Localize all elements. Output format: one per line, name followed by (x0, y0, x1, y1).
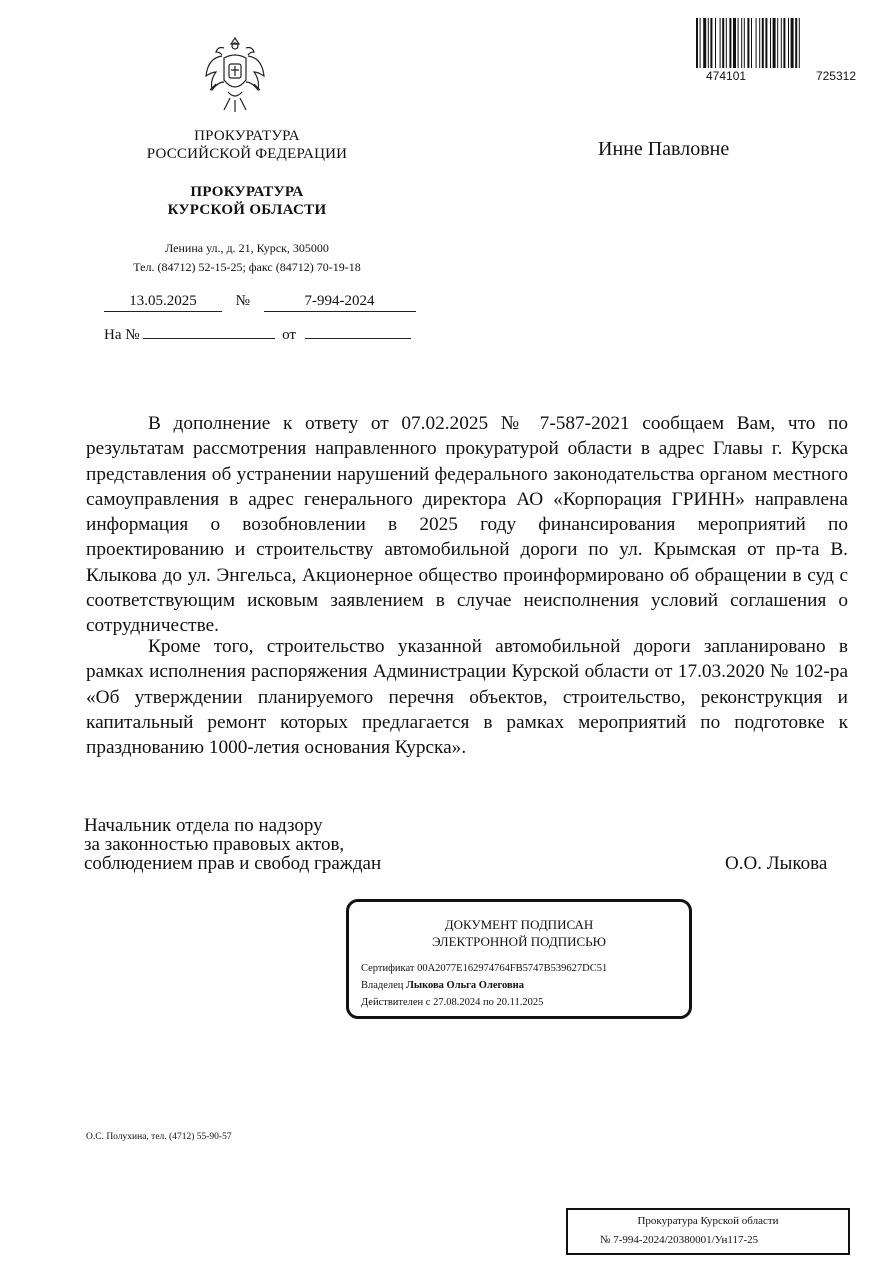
registration-org: Прокуратура Курской области (637, 1215, 779, 1227)
registration-box (566, 1208, 850, 1255)
barcode-bar (729, 18, 731, 68)
registration-number-sign: № (600, 1234, 611, 1246)
body-paragraph-1: В дополнение к ответу от 07.02.2025 № 7-587-2021 сообщаем Вам, что по результатам рассмотрения направленного прокуратурой области в адрес Главы г. Курска представления об устранении нарушений федерального законодательства органом местного самоуправления в адрес генерального директора АО «Корпорация ГРИНН» направлена информация о возобновлении в 2025 году финансирования мероприятий по проектированию и строительству автомобильной дороги по ул. Крымская от пр-та В. Клыкова до ул. Энгельса, Акционерное общество проинформировано об обращении в суд с соответствующим исковым заявлением в случае неисполнения условий соглашения о сотрудничестве. (86, 413, 848, 637)
signatory-title-line1: Начальник отдела по надзору (84, 815, 323, 836)
barcode-left-number: 474101 (706, 69, 747, 83)
e-signature-heading-line2: ЭЛЕКТРОННОЙ ПОДПИСЬЮ (432, 934, 606, 949)
certificate-label: Сертификат (361, 963, 415, 974)
valid-from-date: 27.08.2024 (433, 997, 481, 1008)
barcode-bar (791, 18, 794, 68)
reply-to-label: На № (104, 327, 140, 343)
barcode-number (706, 69, 856, 83)
barcode-bar (703, 18, 706, 68)
barcode-bar (708, 18, 709, 68)
office-address-block (118, 239, 376, 277)
recipient-name: Инне Павловне (598, 138, 730, 160)
authority-name (118, 127, 376, 163)
number-sign: № (235, 293, 250, 309)
barcode-bar (744, 18, 745, 68)
office-name-line2: КУРСКОЙ ОБЛАСТИ (167, 202, 327, 218)
barcode (694, 18, 860, 68)
outgoing-date-number-row (104, 293, 424, 313)
barcode-bar (738, 18, 739, 68)
barcode-bar (773, 18, 776, 68)
reply-from-date-blank (305, 320, 411, 339)
outgoing-date: 13.05.2025 (104, 293, 222, 312)
barcode-bar (759, 18, 760, 68)
authority-name-line1: ПРОКУРАТУРА (194, 128, 300, 144)
barcode-bar (700, 18, 701, 68)
barcode-bar (741, 18, 742, 68)
valid-label: Действителен (361, 997, 424, 1008)
barcode-bar (783, 18, 785, 68)
barcode-bar (781, 18, 782, 68)
e-signature-stamp (346, 899, 692, 1019)
barcode-right-number: 725312 (815, 69, 856, 83)
barcode-bar (696, 18, 698, 68)
barcode-bar (756, 18, 757, 68)
e-signature-owner (361, 979, 524, 992)
owner-value: Лыкова Ольга Олеговна (406, 980, 524, 991)
office-name (118, 183, 376, 219)
barcode-bar (720, 18, 721, 68)
barcode-bar (726, 18, 727, 68)
barcode-bar (765, 18, 767, 68)
barcode-bar (777, 18, 778, 68)
barcode-bar (762, 18, 764, 68)
e-signature-certificate (361, 962, 607, 975)
double-headed-eagle-emblem-icon (202, 34, 268, 118)
barcode-bar (710, 18, 712, 68)
registration-number: 7-994-2024/20380001/Ун117-25 (613, 1234, 759, 1246)
certificate-value: 00A2077E162974764FB5747B539627DC51 (417, 963, 608, 974)
signatory-title-line2: за законностью правовых актов, (84, 834, 345, 855)
body-paragraph-2: Кроме того, строительство указанной автомобильной дороги запланировано в рамках исполнения распоряжения Администрации Курской области от 17.03.2020 № 102-ра «Об утверждении планируемого перечня объектов, строительство, реконструкция и капитальный ремонт которых предлагается в рамках мероприятий по подготовке к празднованию 1000-летия основания Курска». (86, 636, 848, 759)
reply-from-label: от (282, 327, 296, 343)
barcode-bar (751, 18, 752, 68)
signatory-name: О.О. Лыкова (725, 853, 828, 874)
barcode-bar (715, 18, 716, 68)
barcode-bar (795, 18, 797, 68)
barcode-bar (770, 18, 771, 68)
e-signature-heading (349, 916, 689, 950)
barcode-bar (733, 18, 736, 68)
authority-name-line2: РОССИЙСКОЙ ФЕДЕРАЦИИ (146, 146, 348, 162)
barcode-bar (722, 18, 724, 68)
barcode-bar (747, 18, 749, 68)
reply-to-number-blank (143, 320, 275, 339)
outgoing-number: 7-994-2024 (264, 293, 416, 312)
barcode-bar (799, 18, 800, 68)
reply-to-row (104, 320, 424, 343)
owner-label: Владелец (361, 980, 404, 991)
e-signature-validity (361, 996, 543, 1009)
e-signature-heading-line1: ДОКУМЕНТ ПОДПИСАН (444, 917, 594, 932)
executor-contact: О.С. Полухина, тел. (4712) 55-90-57 (86, 1132, 232, 1142)
signatory-title-line3: соблюдением прав и свобод граждан (84, 853, 382, 874)
registration-number-line (600, 1234, 758, 1246)
barcode-bar (788, 18, 789, 68)
signatory-title (84, 816, 381, 873)
office-name-line1: ПРОКУРАТУРА (190, 184, 304, 200)
office-contacts: Тел. (84712) 52-15-25; факс (84712) 70-19-18 (133, 260, 361, 274)
valid-to-date: 20.11.2025 (496, 997, 544, 1008)
valid-to-label: по (482, 997, 494, 1008)
office-address: Ленина ул., д. 21, Курск, 305000 (165, 241, 329, 255)
valid-from-label: с (425, 997, 431, 1008)
